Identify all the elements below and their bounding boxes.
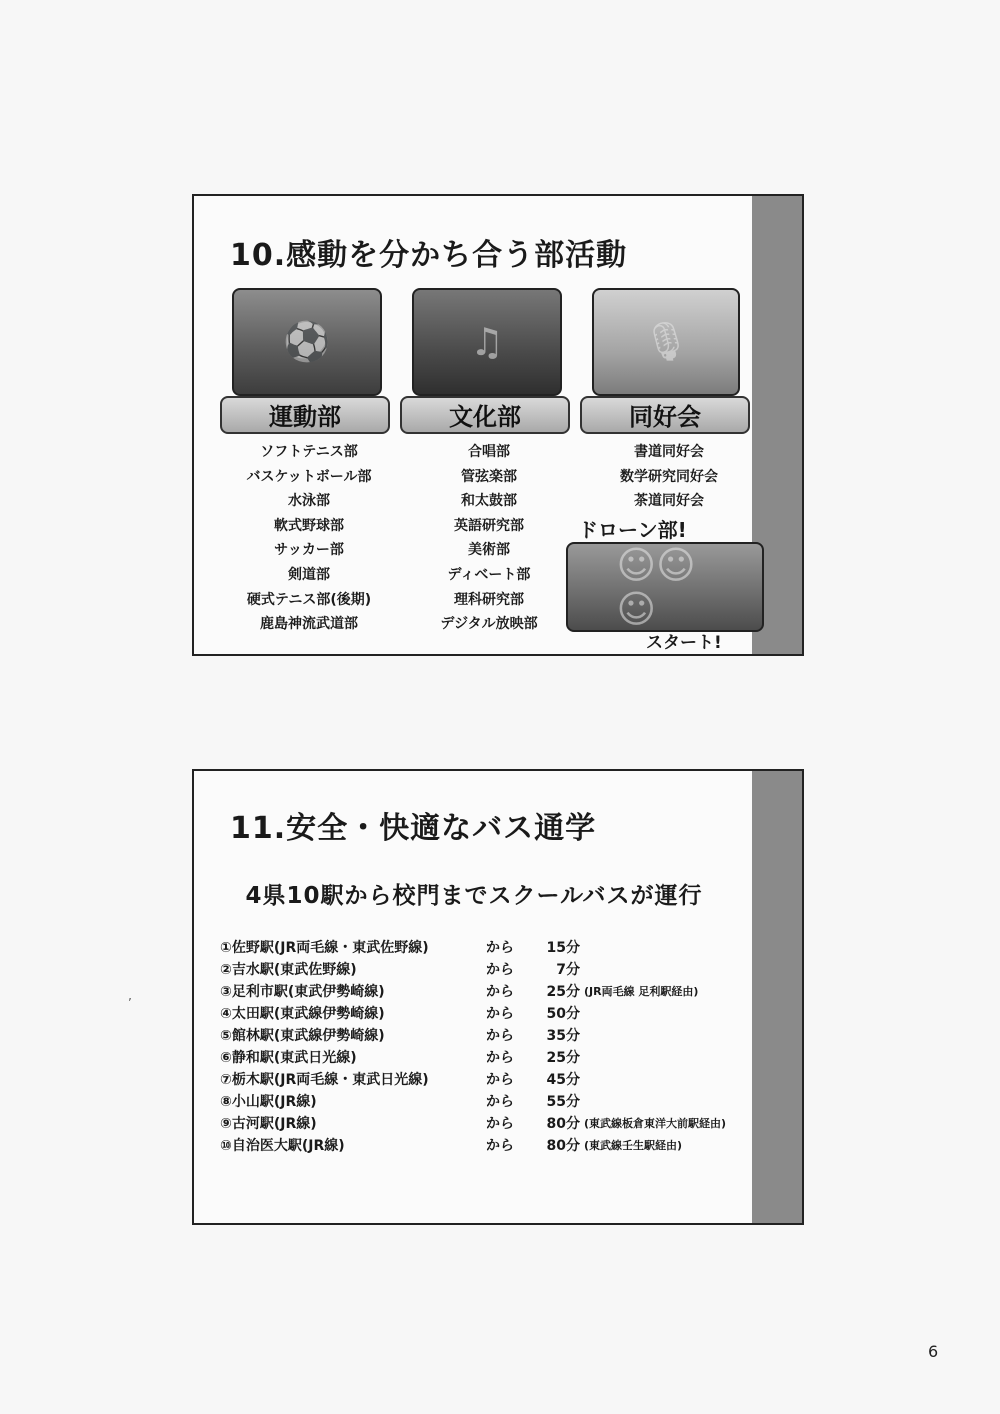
music-photo	[412, 288, 562, 396]
route-station: ④太田駅(東武線伊勢崎線)	[220, 1006, 385, 1022]
route-station: ⑥静和駅(東武日光線)	[220, 1050, 357, 1066]
category-hobby-label: 同好会	[580, 396, 750, 434]
list-item: 鹿島神流武道部	[260, 616, 358, 633]
page-number: 6	[928, 1342, 939, 1361]
category-sports-label: 運動部	[220, 396, 390, 434]
route-time: 50分	[546, 1006, 580, 1022]
list-item: 英語研究部	[454, 517, 524, 534]
route-row	[220, 1091, 760, 1113]
slide-club-activities	[192, 194, 804, 656]
route-note: (東武線板倉東洋大前駅経由)	[584, 1117, 727, 1130]
route-station: ②吉水駅(東武佐野線)	[220, 962, 357, 978]
list-item: 剣道部	[288, 566, 330, 583]
route-station: ③足利市駅(東武伊勢崎線)	[220, 984, 385, 1000]
route-from: から	[486, 1116, 514, 1132]
route-from: から	[486, 940, 514, 956]
list-item: 和太鼓部	[461, 493, 517, 510]
route-from: から	[486, 1138, 514, 1154]
list-item: ディベート部	[447, 566, 531, 583]
list-item: デジタル放映部	[440, 616, 538, 633]
route-note: (JR両毛線 足利駅経由)	[584, 985, 699, 998]
microphone-icon: 🎙	[641, 319, 691, 364]
list-item: 硬式テニス部(後期)	[246, 591, 372, 608]
group-people-icon: ☺☺☺	[616, 543, 696, 631]
list-item: 軟式野球部	[274, 517, 344, 534]
route-station: ①佐野駅(JR両毛線・東武佐野線)	[220, 940, 429, 956]
culture-club-list	[394, 440, 584, 637]
music-note-icon: ♫	[469, 320, 505, 364]
list-item: 数学研究同好会	[620, 468, 718, 485]
category-culture-label: 文化部	[400, 396, 570, 434]
drone-club-title: ドローン部!	[578, 518, 687, 542]
list-item: 合唱部	[468, 444, 510, 460]
list-item: 理科研究部	[454, 591, 524, 608]
route-from: から	[486, 1094, 514, 1110]
route-time: 45分	[546, 1072, 580, 1088]
list-item: ソフトテニス部	[260, 444, 358, 460]
hobby-club-list	[574, 440, 764, 514]
route-time: 25分	[546, 1050, 580, 1066]
list-item: 美術部	[468, 542, 510, 559]
slide2-title: 11.安全・快適なバス通学	[230, 811, 597, 846]
route-station: ⑧小山駅(JR線)	[220, 1094, 317, 1110]
route-from: から	[486, 1028, 514, 1044]
route-row	[220, 1003, 760, 1025]
route-from: から	[486, 1050, 514, 1066]
route-row	[220, 1135, 760, 1157]
route-time: 35分	[546, 1028, 580, 1044]
slide1-title: 10.感動を分かち合う部活動	[230, 238, 628, 273]
bus-route-list	[220, 937, 760, 1157]
route-row	[220, 1047, 760, 1069]
list-item: 茶道同好会	[634, 493, 704, 510]
route-row	[220, 981, 760, 1003]
slide2-subtitle: 4県10駅から校門までスクールバスが運行	[245, 883, 703, 909]
route-from: から	[486, 962, 514, 978]
route-row	[220, 1025, 760, 1047]
route-note: (東武線壬生駅経由)	[584, 1139, 683, 1152]
route-time: 80分	[546, 1138, 580, 1154]
route-from: から	[486, 984, 514, 1000]
route-from: から	[486, 1006, 514, 1022]
route-station: ⑦栃木駅(JR両毛線・東武日光線)	[220, 1072, 429, 1088]
sports-photo	[232, 288, 382, 396]
route-time: 15分	[546, 940, 580, 956]
route-from: から	[486, 1072, 514, 1088]
route-time: 80分	[546, 1116, 580, 1132]
soccer-ball-icon: ⚽	[283, 319, 331, 364]
route-station: ⑩自治医大駅(JR線)	[220, 1138, 345, 1154]
route-time: 25分	[546, 984, 580, 1000]
route-station: ⑨古河駅(JR線)	[220, 1116, 317, 1132]
list-item: 管弦楽部	[461, 468, 517, 485]
route-station: ⑤館林駅(東武線伊勢崎線)	[220, 1028, 385, 1044]
route-row	[220, 959, 760, 981]
list-item: バスケットボール部	[246, 468, 372, 485]
route-time: 55分	[546, 1094, 580, 1110]
club-photo	[592, 288, 740, 396]
slide-bus-commute	[192, 769, 804, 1225]
list-item: 水泳部	[288, 493, 330, 510]
list-item: 書道同好会	[634, 444, 704, 460]
route-row	[220, 1069, 760, 1091]
drone-start-text: スタート!	[646, 633, 722, 653]
scan-mark: ’	[128, 996, 132, 1010]
route-row	[220, 1113, 760, 1135]
route-time: 7分	[556, 962, 580, 978]
sports-club-list	[214, 440, 404, 637]
route-row	[220, 937, 760, 959]
drone-club-photo	[566, 542, 764, 632]
list-item: サッカー部	[274, 542, 344, 559]
